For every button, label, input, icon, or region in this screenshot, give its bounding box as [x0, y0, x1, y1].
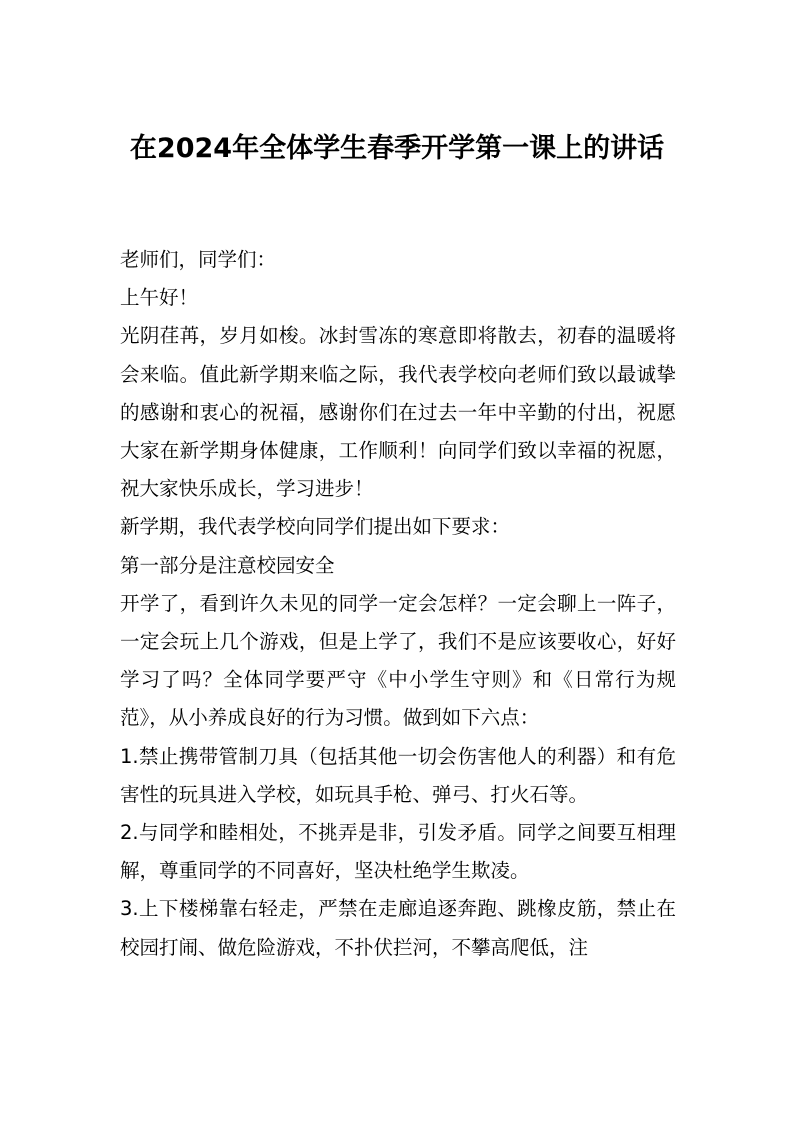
list-item-3: [120, 890, 676, 966]
list-number: 1.: [120, 744, 139, 768]
paragraph-intro: 光阴荏苒，岁月如梭。冰封雪冻的寒意即将散去，初春的温暖将会来临。值此新学期来临之际，我代表学校向老师们致以最诚挚的感谢和衷心的祝福，感谢你们在过去一年中辛勤的付出，祝愿大家在新学期身体健康，工作顺利！向同学们致以幸福的祝愿，祝大家快乐成长，学习进步！: [120, 324, 676, 501]
list-item-1: [120, 738, 676, 814]
list-item-2: [120, 814, 676, 890]
greeting: 上午好！: [120, 286, 199, 310]
paragraph-requirements: 新学期，我代表学校向同学们提出如下要求：: [120, 515, 511, 539]
list-item-text: 与同学和睦相处，不挑弄是非，引发矛盾。同学之间要互相理解，尊重同学的不同喜好，坚决杜绝学生欺凌。: [120, 821, 676, 883]
list-number: 2.: [120, 821, 139, 845]
list-item-text: 禁止携带管制刀具（包括其他一切会伤害他人的利器）和有危害性的玩具进入学校，如玩具手枪、弹弓、打火石等。: [120, 744, 676, 806]
document-body: [120, 241, 676, 967]
list-item-text: 上下楼梯靠右轻走，严禁在走廊追逐奔跑、跳橡皮筋，禁止在校园打闹、做危险游戏，不扑伏拦河，不攀高爬低，注: [120, 897, 676, 959]
list-number: 3.: [120, 897, 139, 921]
salutation: 老师们，同学们：: [120, 248, 277, 271]
section-heading: 第一部分是注意校园安全: [120, 553, 335, 577]
document-title: 在2024年全体学生春季开学第一课上的讲话: [129, 133, 665, 164]
paragraph-safety: 开学了，看到许久未见的同学一定会怎样？一定会聊上一阵子，一定会玩上几个游戏，但是上学了，我们不是应该要收心，好好学习了吗？全体同学要严守《中小学生守则》和《日常行为规范》，从小养成良好的行为习惯。做到如下六点：: [120, 591, 676, 730]
